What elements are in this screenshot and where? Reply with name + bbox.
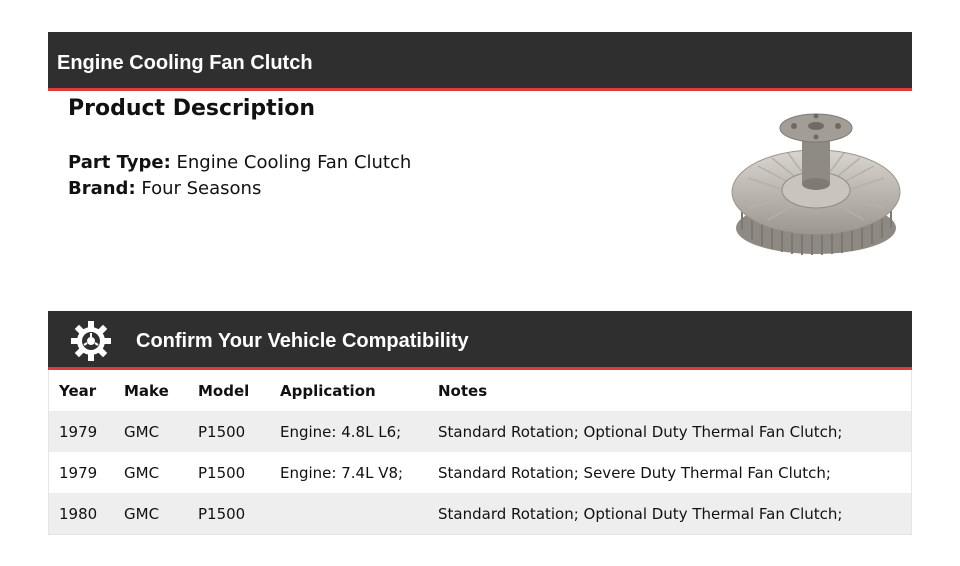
cell-application: Engine: 7.4L V8;	[280, 464, 404, 482]
cell-make: GMC	[124, 464, 160, 482]
gear-icon	[70, 320, 112, 362]
column-header-application: Application	[280, 382, 376, 400]
fan-clutch-image	[728, 108, 904, 272]
part-type-label: Part Type:	[68, 152, 171, 173]
cell-notes: Standard Rotation; Optional Duty Thermal Fan Clutch;	[438, 423, 843, 441]
cell-year: 1979	[59, 464, 98, 482]
product-description-heading: Product Description	[68, 96, 316, 121]
column-header-notes: Notes	[438, 382, 488, 400]
cell-model: P1500	[198, 464, 246, 482]
brand-value: Four Seasons	[141, 178, 262, 199]
compatibility-table	[48, 370, 912, 535]
table-header-row	[49, 370, 911, 411]
cell-make: GMC	[124, 423, 160, 441]
cell-notes: Standard Rotation; Severe Duty Thermal Fan Clutch;	[438, 464, 831, 482]
table-row	[49, 493, 911, 534]
cell-notes: Standard Rotation; Optional Duty Thermal Fan Clutch;	[438, 505, 843, 523]
table-row	[49, 452, 911, 493]
column-header-model: Model	[198, 382, 250, 400]
cell-make: GMC	[124, 505, 160, 523]
brand-line	[68, 178, 261, 199]
cell-model: P1500	[198, 423, 246, 441]
column-header-make: Make	[124, 382, 169, 400]
table-row	[49, 411, 911, 452]
cell-year: 1980	[59, 505, 98, 523]
part-type-value: Engine Cooling Fan Clutch	[176, 152, 412, 173]
part-type-line	[68, 152, 411, 173]
compatibility-title: Confirm Your Vehicle Compatibility	[136, 330, 469, 352]
cell-year: 1979	[59, 423, 98, 441]
brand-label: Brand:	[68, 178, 136, 199]
page-title: Engine Cooling Fan Clutch	[57, 52, 313, 74]
cell-model: P1500	[198, 505, 246, 523]
column-header-year: Year	[59, 382, 97, 400]
cell-application: Engine: 4.8L L6;	[280, 423, 402, 441]
